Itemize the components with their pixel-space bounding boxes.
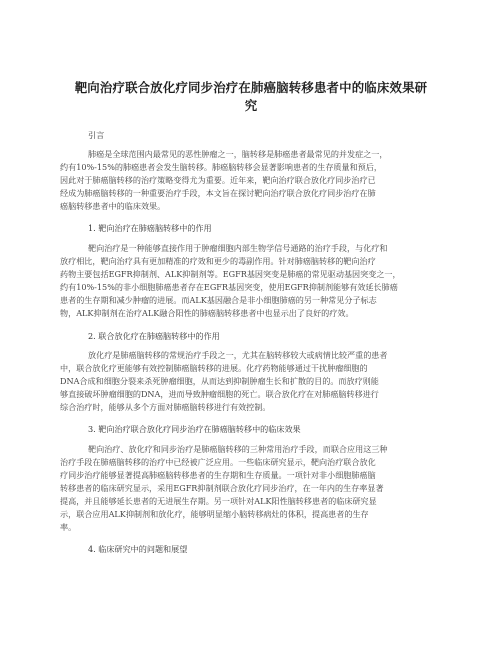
body-line: 靶向治疗、放化疗和同步治疗是肺癌脑转移的三种常用治疗手段，而联合应用这三种	[88, 444, 388, 454]
body-line: 率。	[60, 522, 77, 532]
body-line: DNA合成和细胞分裂来杀死肿瘤细胞，从而达到抑制肿瘤生长和扩散的目的。而放疗则能	[60, 376, 379, 386]
title-line: 究	[244, 98, 258, 113]
title-line: 靶向治疗联合放化疗同步治疗在肺癌脑转移患者中的临床效果研	[74, 80, 428, 95]
body-line: 肺癌是全球范围内最常见的恶性肿瘤之一，脑转移是肺癌患者最常见的并发症之一，	[88, 149, 388, 159]
body-line: 经成为肺癌脑转移的一种重要治疗手段，本文旨在探讨靶向治疗联合放化疗同步治疗在肺	[60, 188, 376, 198]
document-title	[60, 79, 442, 115]
section-heading-2: 2. 联合放化疗在肺癌脑转移中的作用	[88, 331, 220, 341]
body-line: 靶向治疗是一种能够直接作用于肿瘤细胞内部生物学信号通路的治疗手段，与化疗和	[88, 243, 388, 253]
body-line: 放疗相比，靶向治疗具有更加精准的疗效和更少的毒副作用。针对肺癌脑转移的靶向治疗	[60, 256, 376, 266]
body-line: 治疗手段在肺癌脑转移的治疗中已经被广泛应用。一些临床研究显示，靶向治疗联合放化	[60, 457, 376, 467]
body-line: 因此对于肺癌脑转移的治疗策略变得尤为重要。近年来，靶向治疗联合放化疗同步治疗已	[60, 175, 376, 185]
body-line: 综合治疗时，能够从多个方面对肺癌脑转移进行有效控制。	[60, 402, 271, 412]
body-line: 患者的生存期和减少肿瘤的进展。而ALK基因融合是非小细胞肺癌的另一种常见分子标志	[60, 295, 377, 305]
body-line: 药物主要包括EGFR抑制剂、ALK抑制剂等。EGFR基因突变是肺癌的常见驱动基因突变之一，	[60, 269, 401, 279]
body-line: 放化疗是肺癌脑转移的常规治疗手段之一，尤其在脑转移较大或病情比较严重的患者	[88, 350, 388, 360]
section-heading-3: 3. 靶向治疗联合放化疗同步治疗在肺癌脑转移中的临床效果	[88, 424, 301, 434]
section-heading-4: 4. 临床研究中的问题和展望	[88, 544, 188, 554]
section-heading-intro: 引言	[88, 130, 105, 140]
body-line: 转移患者的临床研究显示，采用EGFR抑制剂联合放化疗同步治疗，在一年内的生存率显著	[60, 483, 384, 493]
body-line: 疗同步治疗能够显著提高肺癌脑转移患者的生存期和生存质量。一项针对非小细胞肺癌脑	[60, 470, 376, 480]
section-heading-1: 1. 靶向治疗在肺癌脑转移中的作用	[88, 223, 212, 233]
body-line: 够直接破坏肿瘤细胞的DNA，进而导致肿瘤细胞的死亡。联合放化疗在对肺癌脑转移进行	[60, 389, 379, 399]
body-line: 提高，并且能够延长患者的无进展生存期。另一项针对ALK阳性脑转移患者的临床研究显	[60, 496, 377, 506]
body-line: 示，联合应用ALK抑制剂和放化疗，能够明显缩小脑转移病灶的体积，提高患者的生存	[60, 509, 369, 519]
body-line: 约有10%-15%的非小细胞肺癌患者存在EGFR基因突变，使用EGFR抑制剂能够有效延长肺癌	[60, 282, 398, 292]
body-line: 癌脑转移患者中的临床效果。	[60, 201, 166, 211]
body-line: 中，联合放化疗更能够有效控制肺癌脑转移的进展。化疗药物能够通过干扰肿瘤细胞的	[60, 363, 368, 373]
body-line: 物，ALK抑制剂在治疗ALK融合阳性的肺癌脑转移患者中也显示出了良好的疗效。	[60, 308, 354, 318]
body-line: 约有10%-15%的肺癌患者会发生脑转移。肺癌脑转移会显著影响患者的生存质量和预后，	[60, 162, 382, 172]
